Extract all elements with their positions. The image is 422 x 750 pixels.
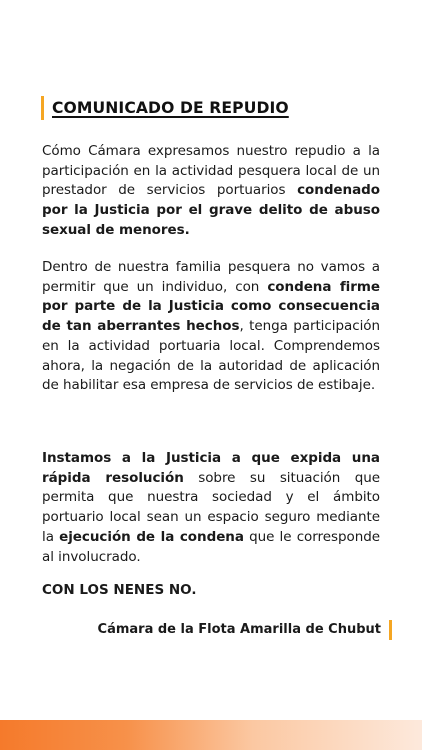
p3-text-b: que le corresponde al involucrado. [42, 528, 380, 565]
p1-text: Cómo Cámara expresamos nuestro repudio a la participación en la actividad pesquera local de un prestador de servicios portuarios [42, 143, 380, 199]
p3-bold-b: ejecución de la condena [59, 528, 244, 545]
p2-text-a: Dentro de nuestra familia pesquera no vamos a permitir que un individuo, con [42, 259, 380, 295]
signature: Cámara de la Flota Amarilla de Chubut [98, 620, 392, 640]
p3-text-a: sobre su situación que permita que nuestra sociedad y el ámbito portuario local sean un espacio seguro mediante la [42, 469, 380, 545]
p1-bold: condenado por la Justicia por el grave delito de abuso sexual de menores. [42, 182, 380, 238]
p2-text-b: , tenga participación en la actividad portuaria local. Comprendemos ahora, la negación de la autoridad de aplicación de habilitar esa empresa de servicios de estibaje. [42, 318, 380, 394]
paragraph-3 [42, 449, 380, 567]
bottom-gradient-bar [0, 720, 422, 750]
p2-bold: condena firme por parte de la Justicia como consecuencia de tan aberrantes hechos [42, 278, 380, 335]
page-title: COMUNICADO DE REPUDIO [52, 99, 289, 117]
slogan: CON LOS NENES NO. [42, 582, 197, 598]
paragraph-2 [42, 258, 380, 396]
heading [41, 96, 289, 120]
p3-bold-a: Instamos a la Justicia a que expida una rápida resolución [42, 450, 380, 486]
paragraph-1 [42, 142, 380, 241]
